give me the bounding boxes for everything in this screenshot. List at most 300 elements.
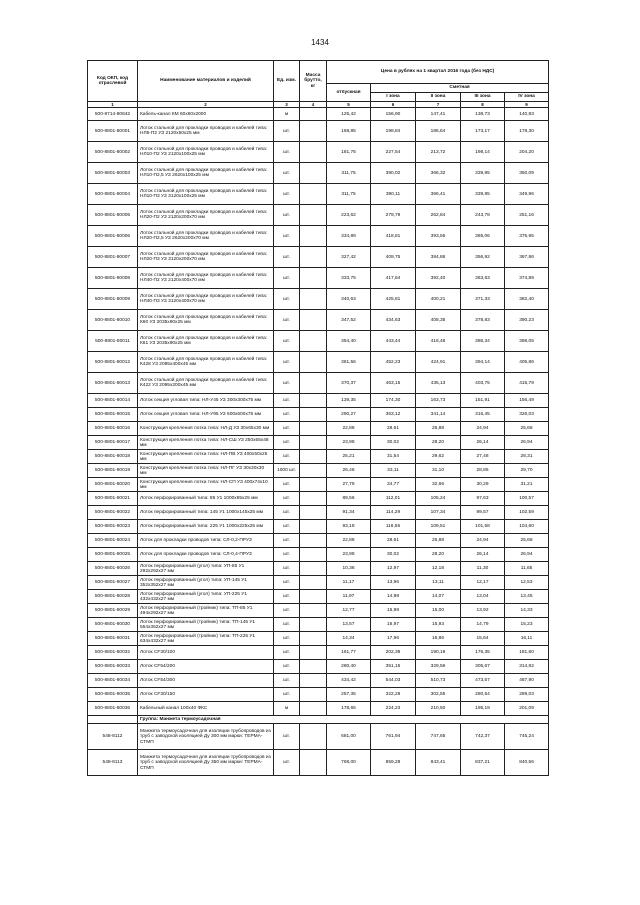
price-zone-2-cell: 107,34 bbox=[416, 506, 461, 520]
price-zone-4-cell: 326,03 bbox=[505, 408, 549, 422]
price-zone-1-cell: 463,15 bbox=[371, 373, 416, 394]
price-zone-3-cell: 742,37 bbox=[461, 724, 505, 750]
price-release-cell: 370,37 bbox=[327, 373, 371, 394]
price-zone-1-cell: 363,12 bbox=[371, 408, 416, 422]
unit-cell: шт. bbox=[274, 548, 300, 562]
table-body bbox=[88, 108, 549, 776]
price-zone-1-cell: 30,02 bbox=[371, 436, 416, 450]
price-zone-1-cell: 112,01 bbox=[371, 492, 416, 506]
mass-cell bbox=[300, 268, 327, 289]
price-release-cell: 25,21 bbox=[327, 450, 371, 464]
name-cell: Конструкция крепления лотка типа: НЛ-Д УЗ 30х65х30 мм bbox=[138, 422, 274, 436]
price-zone-3-cell: 473,57 bbox=[461, 674, 505, 688]
price-zone-4-cell: 374,89 bbox=[505, 268, 549, 289]
table-row bbox=[88, 352, 549, 373]
price-zone-1-cell: 198,84 bbox=[371, 121, 416, 142]
column-number: 5 bbox=[327, 102, 371, 108]
price-release-cell: 22,88 bbox=[327, 534, 371, 548]
code-cell: 500-8801-80025 bbox=[88, 548, 138, 562]
price-zone-3-cell: 195,19 bbox=[461, 702, 505, 716]
price-zone-1-cell: 418,81 bbox=[371, 226, 416, 247]
name-cell: Лоток CF54/300 bbox=[138, 674, 274, 688]
mass-cell bbox=[300, 492, 327, 506]
price-zone-3-cell: 28,85 bbox=[461, 464, 505, 478]
name-cell: Лоток перфорированный (угол) типа: УП-145 У1 352х352х27 мм bbox=[138, 576, 274, 590]
price-release-cell: 280,40 bbox=[327, 660, 371, 674]
unit-cell: шт. bbox=[274, 646, 300, 660]
price-zone-2-cell: 12,18 bbox=[416, 562, 461, 576]
price-release-cell: 23,98 bbox=[327, 436, 371, 450]
unit-cell: шт. bbox=[274, 163, 300, 184]
price-zone-3-cell: 173,17 bbox=[461, 121, 505, 142]
price-zone-1-cell: 16,97 bbox=[371, 618, 416, 632]
name-cell: Манжета термоусадочная для изоляции трубопроводов из труб с заводской изоляцией Ду 350 мм марки: ТЕРМА-СТМП bbox=[138, 750, 274, 776]
unit-cell: шт. bbox=[274, 492, 300, 506]
table-row bbox=[88, 450, 549, 464]
group-label: Группа: Манжета термоусадочная bbox=[138, 716, 549, 724]
price-zone-4-cell: 156,49 bbox=[505, 394, 549, 408]
mass-cell bbox=[300, 108, 327, 121]
group-row bbox=[88, 716, 549, 724]
price-zone-1-cell: 116,55 bbox=[371, 520, 416, 534]
price-release-cell: 681,00 bbox=[327, 724, 371, 750]
mass-cell bbox=[300, 352, 327, 373]
price-release-cell: 311,75 bbox=[327, 163, 371, 184]
header-zone-1: I зона bbox=[371, 93, 416, 102]
price-zone-1-cell: 28,61 bbox=[371, 422, 416, 436]
mass-cell bbox=[300, 121, 327, 142]
code-cell: 500-8801-80003 bbox=[88, 163, 138, 184]
table-row bbox=[88, 331, 549, 352]
price-zone-2-cell: 15,00 bbox=[416, 604, 461, 618]
price-zone-4-cell: 367,86 bbox=[505, 247, 549, 268]
price-zone-1-cell: 390,11 bbox=[371, 184, 416, 205]
price-zone-1-cell: 227,54 bbox=[371, 142, 416, 163]
price-zone-3-cell: 24,94 bbox=[461, 422, 505, 436]
table-row bbox=[88, 646, 549, 660]
mass-cell bbox=[300, 604, 327, 618]
unit-cell: шт. bbox=[274, 618, 300, 632]
price-zone-3-cell: 176,35 bbox=[461, 646, 505, 660]
group-code-cell bbox=[88, 716, 138, 724]
table-row bbox=[88, 618, 549, 632]
price-zone-4-cell: 12,53 bbox=[505, 576, 549, 590]
code-cell: 500-8801-80030 bbox=[88, 618, 138, 632]
code-cell: 500-8801-80021 bbox=[88, 492, 138, 506]
unit-cell: шт. bbox=[274, 184, 300, 205]
price-zone-2-cell: 393,55 bbox=[416, 226, 461, 247]
price-zone-2-cell: 747,65 bbox=[416, 724, 461, 750]
price-zone-1-cell: 443,44 bbox=[371, 331, 416, 352]
price-zone-4-cell: 140,83 bbox=[505, 108, 549, 121]
price-release-cell: 161,77 bbox=[327, 646, 371, 660]
unit-cell: шт. bbox=[274, 520, 300, 534]
price-zone-2-cell: 13,11 bbox=[416, 576, 461, 590]
unit-cell: шт. bbox=[274, 373, 300, 394]
price-zone-3-cell: 386,34 bbox=[461, 331, 505, 352]
mass-cell bbox=[300, 534, 327, 548]
name-cell: Лоток CF54/200 bbox=[138, 660, 274, 674]
code-cell: 500-8801-80007 bbox=[88, 247, 138, 268]
price-zone-3-cell: 151,91 bbox=[461, 394, 505, 408]
price-zone-4-cell: 415,79 bbox=[505, 373, 549, 394]
header-mass: Масса брутто, кг bbox=[300, 61, 327, 102]
name-cell: Лоток перфорированный типа: 225 У1 1000х225х25 мм bbox=[138, 520, 274, 534]
name-cell: Лоток стальной для прокладки проводов и кабелей типа: НЛ20-П3 УЗ 3120х200х70 мм bbox=[138, 247, 274, 268]
price-zone-4-cell: 382,40 bbox=[505, 289, 549, 310]
mass-cell bbox=[300, 163, 327, 184]
code-cell: 500-8801-80032 bbox=[88, 646, 138, 660]
price-zone-4-cell: 201,09 bbox=[505, 702, 549, 716]
code-cell: 500-8801-80027 bbox=[88, 576, 138, 590]
price-zone-3-cell: 97,63 bbox=[461, 492, 505, 506]
table-row bbox=[88, 394, 549, 408]
price-zone-3-cell: 403,75 bbox=[461, 373, 505, 394]
unit-cell: шт. bbox=[274, 660, 300, 674]
page-number: 1434 bbox=[311, 38, 329, 47]
name-cell: Конструкция крепления лотка типа: НЛ-СШ УЗ 250х65х48 мм bbox=[138, 436, 274, 450]
table-row bbox=[88, 163, 549, 184]
price-zone-2-cell: 329,56 bbox=[416, 660, 461, 674]
price-zone-2-cell: 302,55 bbox=[416, 688, 461, 702]
price-release-cell: 125,42 bbox=[327, 108, 371, 121]
price-zone-1-cell: 174,30 bbox=[371, 394, 416, 408]
unit-cell: м bbox=[274, 702, 300, 716]
mass-cell bbox=[300, 520, 327, 534]
header-name: Наименование материалов и изделий bbox=[138, 61, 274, 102]
price-zone-3-cell: 30,29 bbox=[461, 478, 505, 492]
name-cell: Лоток для прокладки проводов типа: СЛ-0,4-ПРУЗ bbox=[138, 548, 274, 562]
price-zone-2-cell: 843,41 bbox=[416, 750, 461, 776]
price-zone-1-cell: 390,02 bbox=[371, 163, 416, 184]
price-release-cell: 334,89 bbox=[327, 226, 371, 247]
price-zone-3-cell: 13,92 bbox=[461, 604, 505, 618]
unit-cell: шт. bbox=[274, 142, 300, 163]
code-cell: 500-8801-80028 bbox=[88, 590, 138, 604]
unit-cell: шт. bbox=[274, 121, 300, 142]
code-cell: 500-8801-80006 bbox=[88, 226, 138, 247]
price-zone-3-cell: 356,92 bbox=[461, 247, 505, 268]
price-zone-4-cell: 251,16 bbox=[505, 205, 549, 226]
header-estimate: Сметная bbox=[371, 84, 549, 93]
name-cell: Лоток стальной для прокладки проводов и кабелей типа: НЛ20-П2 УЗ 2120х200х70 мм bbox=[138, 205, 274, 226]
price-zone-2-cell: 26,88 bbox=[416, 534, 461, 548]
table-row bbox=[88, 142, 549, 163]
table-row bbox=[88, 121, 549, 142]
price-zone-4-cell: 289,03 bbox=[505, 688, 549, 702]
price-zone-2-cell: 510,73 bbox=[416, 674, 461, 688]
mass-cell bbox=[300, 184, 327, 205]
unit-cell: шт. bbox=[274, 506, 300, 520]
table-row bbox=[88, 520, 549, 534]
price-zone-2-cell: 147,41 bbox=[416, 108, 461, 121]
price-release-cell: 257,35 bbox=[327, 688, 371, 702]
code-cell: 548-8112 bbox=[88, 724, 138, 750]
unit-cell: шт. bbox=[274, 331, 300, 352]
price-zone-4-cell: 104,60 bbox=[505, 520, 549, 534]
table-row bbox=[88, 478, 549, 492]
name-cell: Лоток стальной для прокладки проводов и кабелей типа: НЛ40-П2 УЗ 2120х400х70 мм bbox=[138, 268, 274, 289]
column-number: 4 bbox=[300, 102, 327, 108]
unit-cell: шт. bbox=[274, 688, 300, 702]
code-cell: 500-8801-80022 bbox=[88, 506, 138, 520]
name-cell: Лоток перфорированный (угол) типа: УП-85 У1 292х292х27 мм bbox=[138, 562, 274, 576]
price-zone-1-cell: 544,03 bbox=[371, 674, 416, 688]
mass-cell bbox=[300, 688, 327, 702]
code-cell: 500-8801-80034 bbox=[88, 674, 138, 688]
mass-cell bbox=[300, 247, 327, 268]
name-cell: Конструкция крепления лотка типа: НЛ-ПГ УЗ 30х30х30 мм bbox=[138, 464, 274, 478]
price-zone-4-cell: 102,59 bbox=[505, 506, 549, 520]
name-cell: Лоток стальной для прокладки проводов и кабелей типа: К60 УЗ 2035х90х25 мм bbox=[138, 310, 274, 331]
mass-cell bbox=[300, 506, 327, 520]
table-row bbox=[88, 310, 549, 331]
price-release-cell: 361,56 bbox=[327, 352, 371, 373]
price-zone-2-cell: 341,14 bbox=[416, 408, 461, 422]
price-release-cell: 26,46 bbox=[327, 464, 371, 478]
price-zone-2-cell: 163,73 bbox=[416, 394, 461, 408]
price-zone-3-cell: 371,33 bbox=[461, 289, 505, 310]
table-row bbox=[88, 289, 549, 310]
price-zone-2-cell: 32,66 bbox=[416, 478, 461, 492]
price-zone-4-cell: 745,24 bbox=[505, 724, 549, 750]
header-code: Код ОКП, код отраслевой bbox=[88, 61, 138, 102]
price-release-cell: 22,88 bbox=[327, 422, 371, 436]
name-cell: Лоток перфорированный типа: 85 У1 1000х85х25 мм bbox=[138, 492, 274, 506]
price-zone-3-cell: 365,06 bbox=[461, 226, 505, 247]
name-cell: Лоток перфорированный (угол) типа: УП-225 У1 432х432х27 мм bbox=[138, 590, 274, 604]
price-release-cell: 10,36 bbox=[327, 562, 371, 576]
price-zone-1-cell: 17,96 bbox=[371, 632, 416, 646]
column-number: 1 bbox=[88, 102, 138, 108]
table-row bbox=[88, 750, 549, 776]
table-row bbox=[88, 674, 549, 688]
price-zone-3-cell: 24,94 bbox=[461, 534, 505, 548]
mass-cell bbox=[300, 408, 327, 422]
code-cell: 500-8801-80029 bbox=[88, 604, 138, 618]
name-cell: Конструкция крепления лотка типа: НЛ-ПВ УЗ 400х50х25 мм bbox=[138, 450, 274, 464]
table-row bbox=[88, 408, 549, 422]
price-release-cell: 11,97 bbox=[327, 590, 371, 604]
column-number: 7 bbox=[416, 102, 461, 108]
price-zone-1-cell: 224,23 bbox=[371, 702, 416, 716]
mass-cell bbox=[300, 289, 327, 310]
price-zone-2-cell: 29,62 bbox=[416, 450, 461, 464]
price-zone-3-cell: 339,85 bbox=[461, 163, 505, 184]
unit-cell: шт. bbox=[274, 205, 300, 226]
code-cell: 500-8801-80033 bbox=[88, 660, 138, 674]
price-zone-3-cell: 378,83 bbox=[461, 310, 505, 331]
mass-cell bbox=[300, 142, 327, 163]
code-cell: 500-8801-80015 bbox=[88, 408, 138, 422]
price-zone-3-cell: 394,14 bbox=[461, 352, 505, 373]
unit-cell: шт. bbox=[274, 310, 300, 331]
price-zone-2-cell: 16,86 bbox=[416, 632, 461, 646]
code-cell: 500-8801-80011 bbox=[88, 331, 138, 352]
name-cell: Лоток секция угловая типа: НЛ-У45 УЗ 300х300х75 мм bbox=[138, 394, 274, 408]
code-cell: 500-8801-80005 bbox=[88, 205, 138, 226]
unit-cell: шт. bbox=[274, 450, 300, 464]
table-row bbox=[88, 464, 549, 478]
price-zone-4-cell: 204,20 bbox=[505, 142, 549, 163]
price-zone-1-cell: 409,75 bbox=[371, 247, 416, 268]
price-release-cell: 11,17 bbox=[327, 576, 371, 590]
price-zone-4-cell: 13,45 bbox=[505, 590, 549, 604]
mass-cell bbox=[300, 618, 327, 632]
table-row bbox=[88, 660, 549, 674]
price-zone-1-cell: 34,77 bbox=[371, 478, 416, 492]
name-cell: Лоток стальной для прокладки проводов и кабелей типа: НЛ10-П2,5 УЗ 2620х100х25 мм bbox=[138, 163, 274, 184]
price-zone-2-cell: 366,41 bbox=[416, 184, 461, 205]
code-cell: 500-8801-80031 bbox=[88, 632, 138, 646]
price-zone-3-cell: 243,78 bbox=[461, 205, 505, 226]
unit-cell: шт. bbox=[274, 289, 300, 310]
unit-cell: м bbox=[274, 108, 300, 121]
header-release: отпускная bbox=[327, 84, 371, 102]
name-cell: Лоток стальной для прокладки проводов и кабелей типа: НЛ5-П2 УЗ 2120х50х25 мм bbox=[138, 121, 274, 142]
price-zone-2-cell: 28,20 bbox=[416, 548, 461, 562]
price-zone-1-cell: 859,28 bbox=[371, 750, 416, 776]
table-row bbox=[88, 184, 549, 205]
name-cell: Лоток стальной для прокладки проводов и кабелей типа: НЛ20-П2,5 УЗ 2620х200х70 мм bbox=[138, 226, 274, 247]
name-cell: Лоток для прокладки проводов типа: СЛ-0,2-ПРУЗ bbox=[138, 534, 274, 548]
price-zone-2-cell: 213,72 bbox=[416, 142, 461, 163]
mass-cell bbox=[300, 205, 327, 226]
price-zone-3-cell: 138,73 bbox=[461, 108, 505, 121]
price-zone-1-cell: 15,98 bbox=[371, 604, 416, 618]
price-release-cell: 434,42 bbox=[327, 674, 371, 688]
mass-cell bbox=[300, 226, 327, 247]
code-cell: 500-8801-80012 bbox=[88, 352, 138, 373]
price-zone-2-cell: 366,32 bbox=[416, 163, 461, 184]
price-zone-3-cell: 101,58 bbox=[461, 520, 505, 534]
unit-cell: шт. bbox=[274, 436, 300, 450]
header-zone-4: IV зона bbox=[505, 93, 549, 102]
price-zone-1-cell: 202,39 bbox=[371, 646, 416, 660]
price-zone-4-cell: 375,95 bbox=[505, 226, 549, 247]
header-zone-2: II зона bbox=[416, 93, 461, 102]
mass-cell bbox=[300, 632, 327, 646]
mass-cell bbox=[300, 422, 327, 436]
price-zone-2-cell: 392,40 bbox=[416, 268, 461, 289]
unit-cell: шт. bbox=[274, 576, 300, 590]
unit-cell: шт. bbox=[274, 724, 300, 750]
unit-cell: шт. bbox=[274, 226, 300, 247]
table-row bbox=[88, 422, 549, 436]
column-number: 3 bbox=[274, 102, 300, 108]
name-cell: Лоток перфорированный (тройник) типа: ТП-145 У1 554х352х27 мм bbox=[138, 618, 274, 632]
price-zone-4-cell: 100,57 bbox=[505, 492, 549, 506]
name-cell: Лоток перфорированный типа: 145 У1 1000х145х25 мм bbox=[138, 506, 274, 520]
table-row bbox=[88, 688, 549, 702]
price-zone-4-cell: 11,65 bbox=[505, 562, 549, 576]
price-release-cell: 23,98 bbox=[327, 548, 371, 562]
price-zone-2-cell: 262,84 bbox=[416, 205, 461, 226]
price-zone-2-cell: 109,51 bbox=[416, 520, 461, 534]
price-zone-1-cell: 425,81 bbox=[371, 289, 416, 310]
column-number: 6 bbox=[371, 102, 416, 108]
mass-cell bbox=[300, 724, 327, 750]
table-row bbox=[88, 436, 549, 450]
mass-cell bbox=[300, 436, 327, 450]
price-zone-3-cell: 11,30 bbox=[461, 562, 505, 576]
table-row bbox=[88, 247, 549, 268]
price-zone-3-cell: 363,63 bbox=[461, 268, 505, 289]
code-cell: 500-8801-80035 bbox=[88, 688, 138, 702]
mass-cell bbox=[300, 310, 327, 331]
unit-cell: шт. bbox=[274, 478, 300, 492]
price-zone-3-cell: 316,45 bbox=[461, 408, 505, 422]
name-cell: Кабельный канал 100х40 ФКС bbox=[138, 702, 274, 716]
price-zone-1-cell: 13,96 bbox=[371, 576, 416, 590]
unit-cell: шт. bbox=[274, 422, 300, 436]
price-zone-1-cell: 417,64 bbox=[371, 268, 416, 289]
unit-cell: шт. bbox=[274, 562, 300, 576]
code-cell: 500-8801-80018 bbox=[88, 450, 138, 464]
price-zone-1-cell: 452,23 bbox=[371, 352, 416, 373]
price-zone-2-cell: 424,91 bbox=[416, 352, 461, 373]
unit-cell: шт. bbox=[274, 604, 300, 618]
price-release-cell: 13,57 bbox=[327, 618, 371, 632]
unit-cell: шт. bbox=[274, 394, 300, 408]
price-release-cell: 178,65 bbox=[327, 702, 371, 716]
code-cell: 500-8801-80010 bbox=[88, 310, 138, 331]
mass-cell bbox=[300, 478, 327, 492]
price-zone-4-cell: 390,23 bbox=[505, 310, 549, 331]
price-zone-3-cell: 305,67 bbox=[461, 660, 505, 674]
price-zone-3-cell: 99,57 bbox=[461, 506, 505, 520]
column-number: 9 bbox=[505, 102, 549, 108]
price-release-cell: 347,52 bbox=[327, 310, 371, 331]
mass-cell bbox=[300, 750, 327, 776]
price-release-cell: 93,18 bbox=[327, 520, 371, 534]
code-cell: 500-8801-80008 bbox=[88, 268, 138, 289]
price-release-cell: 181,76 bbox=[327, 142, 371, 163]
price-zone-2-cell: 435,13 bbox=[416, 373, 461, 394]
header-unit: Ед. изм. bbox=[274, 61, 300, 102]
price-release-cell: 12,77 bbox=[327, 604, 371, 618]
name-cell: Лоток стальной для прокладки проводов и кабелей типа: К61 УЗ 2035х90х25 мм bbox=[138, 331, 274, 352]
price-release-cell: 290,27 bbox=[327, 408, 371, 422]
name-cell: Лоток стальной для прокладки проводов и кабелей типа: НЛ40-П3 УЗ 3120х400х70 мм bbox=[138, 289, 274, 310]
code-cell: 500-8714-80642 bbox=[88, 108, 138, 121]
price-zone-2-cell: 186,64 bbox=[416, 121, 461, 142]
name-cell: Лоток стальной для прокладки проводов и кабелей типа: К428 УЗ 2095х400х45 мм bbox=[138, 352, 274, 373]
name-cell: Лоток стальной для прокладки проводов и кабелей типа: К422 УЗ 2095х200х45 мм bbox=[138, 373, 274, 394]
price-zone-3-cell: 15,64 bbox=[461, 632, 505, 646]
price-zone-3-cell: 26,14 bbox=[461, 548, 505, 562]
price-zone-4-cell: 16,11 bbox=[505, 632, 549, 646]
code-cell: 500-8801-80016 bbox=[88, 422, 138, 436]
price-zone-2-cell: 384,86 bbox=[416, 247, 461, 268]
price-zone-2-cell: 31,10 bbox=[416, 464, 461, 478]
price-zone-4-cell: 398,05 bbox=[505, 331, 549, 352]
price-zone-3-cell: 14,79 bbox=[461, 618, 505, 632]
price-zone-2-cell: 28,20 bbox=[416, 436, 461, 450]
price-zone-2-cell: 105,24 bbox=[416, 492, 461, 506]
table-row bbox=[88, 604, 549, 618]
name-cell: Лоток стальной для прокладки проводов и кабелей типа: НЛ10-П2 УЗ 2120х100х25 мм bbox=[138, 142, 274, 163]
price-table bbox=[87, 60, 549, 776]
code-cell: 500-8801-80020 bbox=[88, 478, 138, 492]
table-row bbox=[88, 562, 549, 576]
code-cell: 500-8801-80009 bbox=[88, 289, 138, 310]
price-zone-1-cell: 761,94 bbox=[371, 724, 416, 750]
mass-cell bbox=[300, 373, 327, 394]
code-cell: 500-8801-80036 bbox=[88, 702, 138, 716]
price-zone-4-cell: 314,92 bbox=[505, 660, 549, 674]
price-zone-1-cell: 28,61 bbox=[371, 534, 416, 548]
